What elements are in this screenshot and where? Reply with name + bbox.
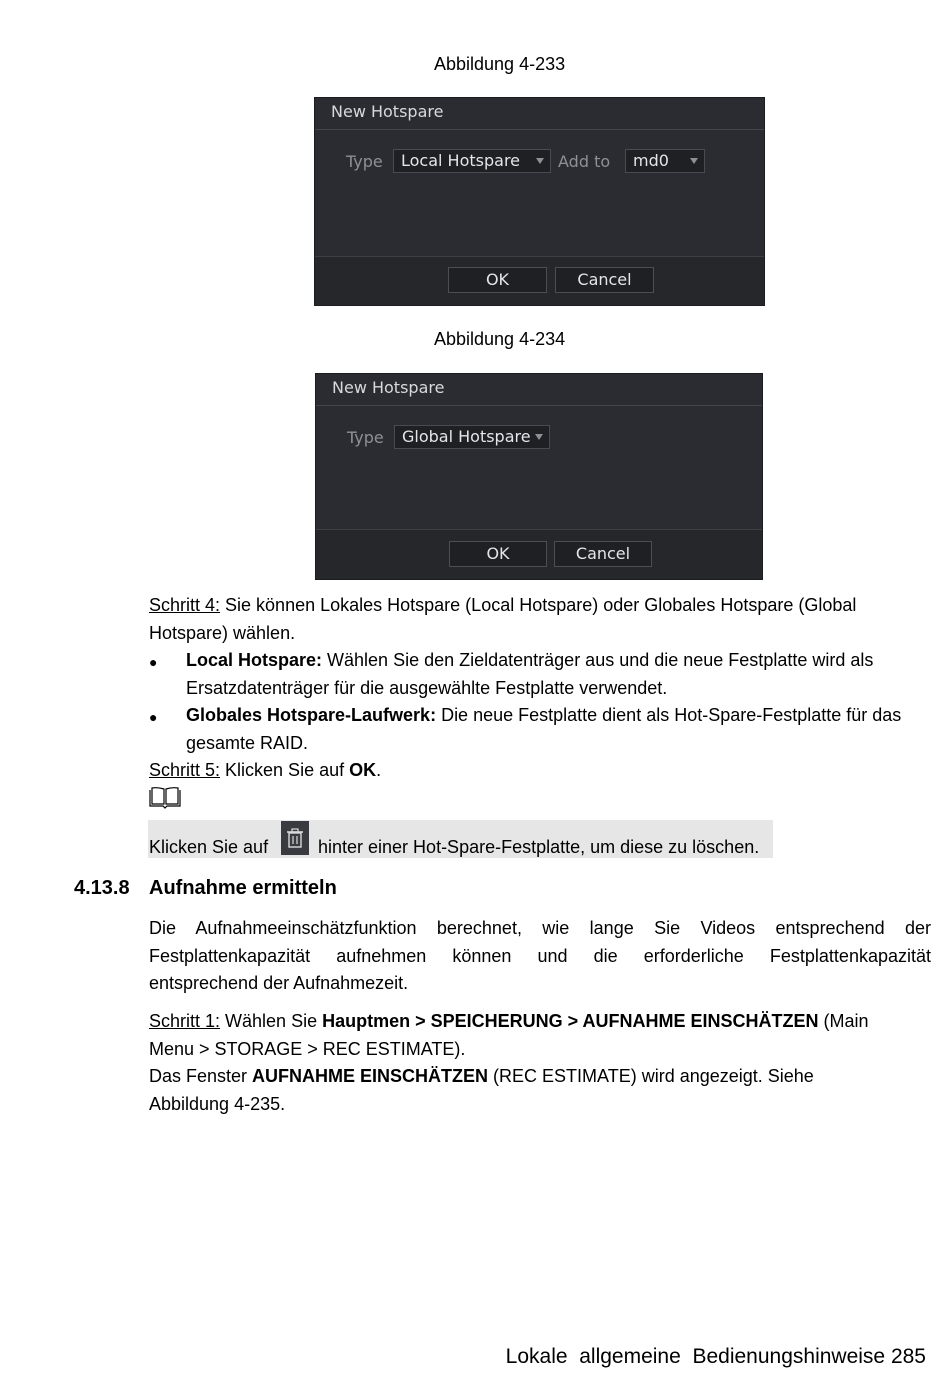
bullet-2-line-2: gesamte RAID. <box>186 733 309 753</box>
step-1-line-3-pre: Das Fenster <box>149 1066 253 1086</box>
step-5-text: Klicken Sie auf <box>220 760 350 780</box>
step-1-label: Schritt 1: <box>149 1011 221 1031</box>
intro-line-3: entsprechend der Aufnahmezeit. <box>149 973 409 993</box>
step-4-label: Schritt 4: <box>149 595 221 615</box>
dialog-title: New Hotspare <box>332 378 445 397</box>
step-1-line-2: Menu > STORAGE > REC ESTIMATE). <box>149 1039 466 1059</box>
type-select-value: Global Hotspare <box>402 427 531 446</box>
intro-line-2: Festplattenkapazität aufnehmen können und die erforderliche Festplattenkapazität <box>149 946 931 966</box>
note-text-after: hinter einer Hot-Spare-Festplatte, um diese zu löschen. <box>318 837 760 857</box>
cancel-button[interactable]: Cancel <box>555 267 654 293</box>
step-1-pre: Wählen Sie <box>220 1011 323 1031</box>
add-to-select[interactable] <box>625 149 705 173</box>
new-hotspare-dialog-local <box>314 97 765 306</box>
step-5 <box>149 757 381 785</box>
step-1-line-3 <box>149 1063 814 1091</box>
step-5-bold: OK <box>349 760 377 780</box>
dialog-footer <box>315 256 764 305</box>
type-select[interactable] <box>394 425 550 449</box>
step-5-label: Schritt 5: <box>149 760 221 780</box>
ok-button[interactable]: OK <box>449 541 547 567</box>
note-box <box>148 820 773 858</box>
bullet-2-bold: Globales Hotspare-Laufwerk: <box>186 705 437 725</box>
title-divider <box>316 405 762 406</box>
chevron-down-icon <box>536 158 544 164</box>
bullet-1-bold: Local Hotspare: <box>186 650 323 670</box>
bullet-2-text: Die neue Festplatte dient als Hot-Spare-Festplatte für das <box>436 705 902 725</box>
step-5-end: . <box>376 760 382 780</box>
title-divider <box>315 129 764 130</box>
intro-line-1: Die Aufnahmeeinschätzfunktion berechnet, wie lange Sie Videos entsprechend der <box>149 918 931 938</box>
dialog-title: New Hotspare <box>331 102 444 121</box>
bullet-1-line-2: Ersatzdatenträger für die ausgewählte Festplatte verwendet. <box>186 678 668 698</box>
new-hotspare-dialog-global <box>315 373 763 580</box>
bullet-marker: ● <box>149 654 158 670</box>
step-1-post: (Main <box>818 1011 869 1031</box>
trash-icon <box>281 821 309 855</box>
step-1-line-3-post: (REC ESTIMATE) wird angezeigt. Siehe <box>488 1066 814 1086</box>
step-4-text: Sie können Lokales Hotspare (Local Hotspare) oder Globales Hotspare (Global <box>220 595 857 615</box>
figure-caption-1: Abbildung 4-233 <box>434 54 566 74</box>
type-select[interactable] <box>393 149 551 173</box>
step-1-line-1 <box>149 1008 869 1036</box>
type-label: Type <box>346 152 383 171</box>
book-icon <box>148 786 182 815</box>
chevron-down-icon <box>535 434 543 440</box>
page-number: 285 <box>890 1345 926 1368</box>
type-label: Type <box>347 428 384 447</box>
type-select-value: Local Hotspare <box>401 151 521 170</box>
figure-caption-2: Abbildung 4-234 <box>434 329 566 349</box>
note-text-before: Klicken Sie auf <box>149 837 269 857</box>
add-to-select-value: md0 <box>633 151 669 170</box>
ok-button[interactable]: OK <box>448 267 547 293</box>
bullet-1-line-1 <box>186 647 873 675</box>
cancel-button[interactable]: Cancel <box>554 541 652 567</box>
bullet-marker: ● <box>149 709 158 725</box>
dialog-footer <box>316 529 762 579</box>
step-1-line-3-bold: AUFNAHME EINSCHÄTZEN <box>252 1066 489 1086</box>
chevron-down-icon <box>690 158 698 164</box>
section-title: Aufnahme ermitteln <box>149 877 337 899</box>
bullet-2-line-1 <box>186 702 901 730</box>
footer-text: Lokale allgemeine Bedienungshinweise <box>505 1345 886 1368</box>
section-number: 4.13.8 <box>74 877 130 899</box>
step-1-line-4: Abbildung 4-235. <box>149 1094 286 1114</box>
step-4-line-2: Hotspare) wählen. <box>149 623 296 643</box>
page-footer <box>506 1345 926 1369</box>
step-1-bold: Hauptmen > SPEICHERUNG > AUFNAHME EINSCHÄTZEN <box>322 1011 819 1031</box>
step-4-line-1 <box>149 592 856 620</box>
add-to-label: Add to <box>558 152 611 171</box>
bullet-1-text: Wählen Sie den Zieldatenträger aus und die neue Festplatte wird als <box>322 650 874 670</box>
